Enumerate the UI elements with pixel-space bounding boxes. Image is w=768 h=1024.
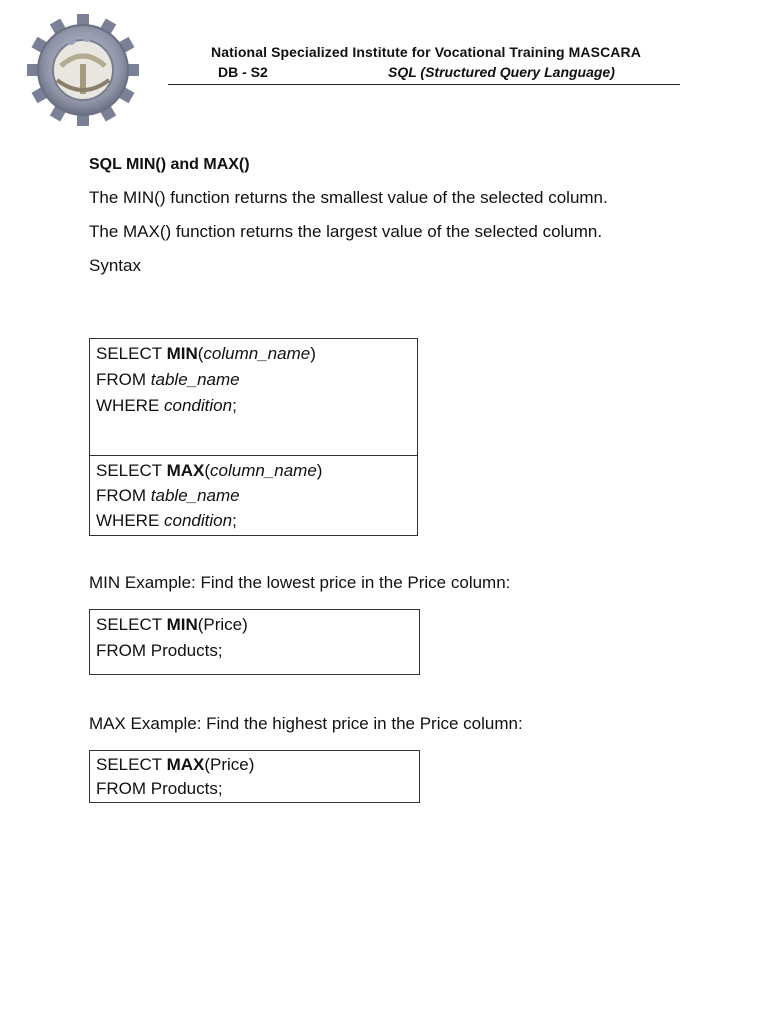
max-syntax-cell [90,456,418,536]
arg-table: table_name [150,370,240,389]
subject-title: SQL (Structured Query Language) [388,64,615,80]
arg-condition: condition [164,511,233,530]
max-example-from: FROM Products; [96,779,223,798]
min-syntax-cell [90,339,418,456]
min-example-from: FROM Products; [96,641,223,660]
kw-where: WHERE [96,511,164,530]
syntax-table [89,338,418,536]
kw-from: FROM [96,370,151,389]
max-syntax-select: SELECT MAX(column_name) [96,461,323,480]
syntax-label: Syntax [89,256,141,275]
min-description: The MIN() function returns the smallest value of the selected column. [89,188,608,207]
kw-from: FROM [96,486,151,505]
arg-price: (Price) [197,615,248,634]
max-syntax-where: WHERE condition; [96,511,237,530]
min-syntax-select: SELECT MIN(column_name) [96,344,316,363]
min-example-select [96,612,413,638]
kw-select: SELECT [96,461,167,480]
max-syntax-from [96,483,411,508]
kw-select: SELECT [96,344,167,363]
kw-select: SELECT [96,755,167,774]
fn-min: MIN [166,344,198,363]
max-description: The MAX() function returns the largest value of the selected column. [89,222,603,241]
arg-table: table_name [150,486,240,505]
max-example-code [89,750,420,803]
kw-where: WHERE [96,396,164,415]
course-code: DB - S2 [218,64,268,80]
max-example-select [96,753,413,777]
institute-logo [22,14,144,126]
arg-price: (Price) [204,755,255,774]
page-header [168,44,680,85]
min-example-code [89,609,420,675]
fn-min: MIN [166,615,198,634]
arg-condition: condition [164,396,233,415]
fn-max: MAX [166,755,205,774]
min-example-label: MIN Example: Find the lowest price in the Price column: [89,573,511,592]
kw-select: SELECT [96,615,167,634]
section-title: SQL MIN() and MAX() [89,156,250,173]
header-row [168,60,680,82]
section-intro [89,150,689,276]
fn-max: MAX [166,461,205,480]
arg-column: column_name [203,344,311,363]
max-example-label: MAX Example: Find the highest price in the Price column: [89,714,523,733]
min-syntax-where: WHERE condition; [96,396,237,415]
min-syntax-from [96,367,411,393]
institute-name: National Specialized Institute for Vocational Training MASCARA [211,44,641,60]
arg-column: column_name [210,461,317,480]
